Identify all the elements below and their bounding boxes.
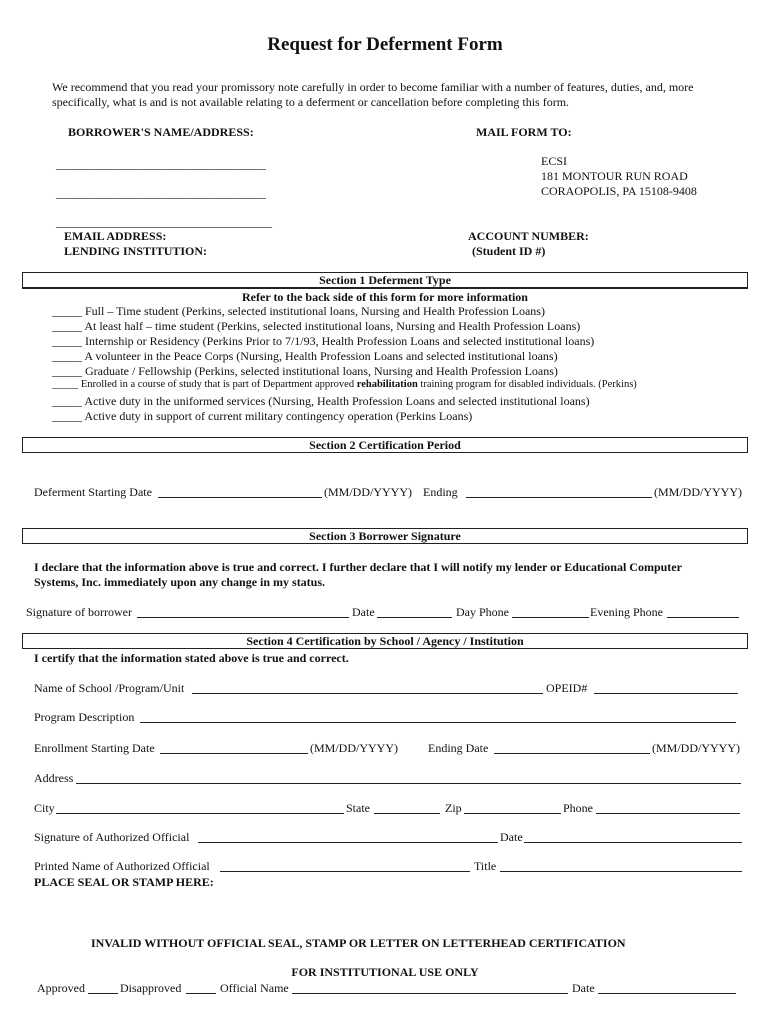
deferment-option-military[interactable] [52, 409, 472, 424]
section-1-subtitle: Refer to the back side of this form for more information [242, 290, 528, 304]
footer-date-label: Date [572, 981, 595, 995]
deferment-option-peace-corps[interactable] [52, 349, 558, 364]
official-title-input[interactable] [500, 871, 742, 872]
declaration-line-1: I declare that the information above is true and correct. I further declare that I will notify my lender or Educational Computer [34, 560, 682, 574]
city-label: City [34, 801, 55, 815]
certify-statement: I certify that the information stated above is true and correct. [34, 651, 349, 665]
deferment-option-half-time[interactable] [52, 319, 580, 334]
option-label: At least half – time student (Perkins, selected institutional loans, Nursing and Health Profession Loans) [84, 319, 581, 333]
section-4-header: Section 4 Certification by School / Agency / Institution [22, 633, 748, 649]
evening-phone-label: Evening Phone [590, 605, 663, 619]
deferment-option-uniformed[interactable] [52, 394, 590, 409]
program-description-label: Program Description [34, 710, 135, 724]
deferment-option-full-time[interactable] [52, 304, 545, 319]
option-blank[interactable]: _____ [52, 304, 82, 318]
footer-date-input[interactable] [598, 993, 736, 994]
mail-city: CORAOPOLIS, PA 15108-9408 [541, 184, 697, 198]
page-title: Request for Deferment Form [267, 34, 503, 55]
program-description-input[interactable] [140, 722, 736, 723]
disapproved-input[interactable] [186, 993, 216, 994]
intro-line-1: We recommend that you read your promissory note carefully in order to become familiar with a number of features, duties, and, more [52, 80, 694, 94]
address-input[interactable] [76, 783, 741, 784]
approved-label: Approved [37, 981, 85, 995]
borrower-line-3[interactable]: ____________________________________ [56, 215, 272, 229]
official-date-label: Date [500, 830, 523, 844]
seal-stamp-label: PLACE SEAL OR STAMP HERE: [34, 875, 214, 889]
deferment-option-rehabilitation[interactable] [52, 379, 637, 390]
deferment-start-input[interactable] [158, 497, 322, 498]
option-blank[interactable]: _____ [52, 364, 82, 378]
option-label: Active duty in support of current military contingency operation (Perkins Loans) [84, 409, 473, 423]
enrollment-ending-input[interactable] [494, 753, 650, 754]
mail-street: 181 MONTOUR RUN ROAD [541, 169, 688, 183]
borrower-signature-label: Signature of borrower [26, 605, 132, 619]
option-label: Internship or Residency (Perkins Prior to 7/1/93, Health Profession Loans and selected institutional loans) [85, 334, 595, 348]
mail-name: ECSI [541, 154, 568, 168]
borrower-signature-input[interactable] [137, 617, 349, 618]
section-3-header: Section 3 Borrower Signature [22, 528, 748, 544]
opeid-input[interactable] [594, 693, 738, 694]
official-signature-label: Signature of Authorized Official [34, 830, 190, 844]
state-input[interactable] [374, 813, 440, 814]
option-blank[interactable]: _____ [52, 394, 82, 408]
school-name-input[interactable] [192, 693, 543, 694]
option-label: A volunteer in the Peace Corps (Nursing, Health Profession Loans and selected institutional loans) [84, 349, 558, 363]
deferment-option-internship[interactable] [52, 334, 594, 349]
declaration-line-2: Systems, Inc. immediately upon any change in my status. [34, 575, 326, 589]
evening-phone-input[interactable] [667, 617, 739, 618]
address-label: Address [34, 771, 74, 785]
city-input[interactable] [56, 813, 344, 814]
enrollment-ending-label: Ending Date [428, 741, 489, 755]
deferment-start-label: Deferment Starting Date [34, 485, 152, 499]
phone-label: Phone [563, 801, 593, 815]
borrower-date-input[interactable] [377, 617, 452, 618]
disapproved-label: Disapproved [120, 981, 182, 995]
deferment-ending-format: (MM/DD/YYYY) [654, 485, 742, 499]
enrollment-start-format: (MM/DD/YYYY) [310, 741, 398, 755]
borrower-line-1[interactable]: ___________________________________ [56, 157, 266, 171]
mail-form-to-label: MAIL FORM TO: [476, 125, 572, 139]
option-blank[interactable]: _____ [52, 409, 82, 423]
option-blank[interactable]: _____ [52, 349, 82, 363]
section-1-header: Section 1 Deferment Type [22, 272, 748, 288]
option-label: Graduate / Fellowship (Perkins, selected institutional loans, Nursing and Health Profession Loans) [85, 364, 558, 378]
email-address-label: EMAIL ADDRESS: [64, 229, 167, 243]
opeid-label: OPEID# [546, 681, 588, 695]
account-number-label: ACCOUNT NUMBER: [468, 229, 589, 243]
enrollment-start-label: Enrollment Starting Date [34, 741, 155, 755]
option-label: Active duty in the uniformed services (Nursing, Health Profession Loans and selected institutional loans) [84, 394, 590, 408]
borrower-line-2[interactable]: ___________________________________ [56, 186, 266, 200]
student-id-label: (Student ID #) [472, 244, 546, 258]
borrower-name-address-label: BORROWER'S NAME/ADDRESS: [68, 125, 254, 139]
official-name-input[interactable] [292, 993, 568, 994]
approved-input[interactable] [88, 993, 118, 994]
section-2-header: Section 2 Certification Period [22, 437, 748, 453]
deferment-start-format: (MM/DD/YYYY) [324, 485, 412, 499]
option-blank[interactable]: _____ [52, 334, 82, 348]
zip-input[interactable] [464, 813, 561, 814]
deferment-option-graduate[interactable] [52, 364, 558, 379]
lending-institution-label: LENDING INSTITUTION: [64, 244, 208, 258]
printed-name-input[interactable] [220, 871, 470, 872]
option-blank[interactable]: _____ [52, 319, 82, 333]
option-label-post: training program for disabled individuals. (Perkins) [417, 379, 637, 390]
school-name-label: Name of School /Program/Unit [34, 681, 185, 695]
invalid-notice: INVALID WITHOUT OFFICIAL SEAL, STAMP OR LETTER ON LETTERHEAD CERTIFICATION [91, 936, 626, 950]
day-phone-input[interactable] [512, 617, 589, 618]
official-signature-input[interactable] [198, 842, 498, 843]
option-label: Full – Time student (Perkins, selected institutional loans, Nursing and Health Profession Loans) [85, 304, 545, 318]
printed-name-label: Printed Name of Authorized Official [34, 859, 210, 873]
intro-line-2: specifically, what is and is not available relating to a deferment or cancellation before completing this form. [52, 95, 570, 109]
day-phone-label: Day Phone [456, 605, 509, 619]
option-label-bold: rehabilitation [356, 379, 418, 390]
deferment-ending-label: Ending [423, 485, 458, 499]
borrower-date-label: Date [352, 605, 375, 619]
phone-input[interactable] [596, 813, 740, 814]
official-name-label: Official Name [220, 981, 289, 995]
official-date-input[interactable] [524, 842, 742, 843]
deferment-ending-input[interactable] [466, 497, 652, 498]
enrollment-ending-format: (MM/DD/YYYY) [652, 741, 740, 755]
option-blank[interactable]: _____ [52, 379, 79, 390]
institutional-use-label: FOR INSTITUTIONAL USE ONLY [291, 965, 479, 979]
option-label-pre: Enrolled in a course of study that is part of Department approved [80, 379, 357, 390]
enrollment-start-input[interactable] [160, 753, 308, 754]
zip-label: Zip [445, 801, 462, 815]
state-label: State [346, 801, 370, 815]
official-title-label: Title [474, 859, 497, 873]
section-1-divider [22, 288, 748, 289]
